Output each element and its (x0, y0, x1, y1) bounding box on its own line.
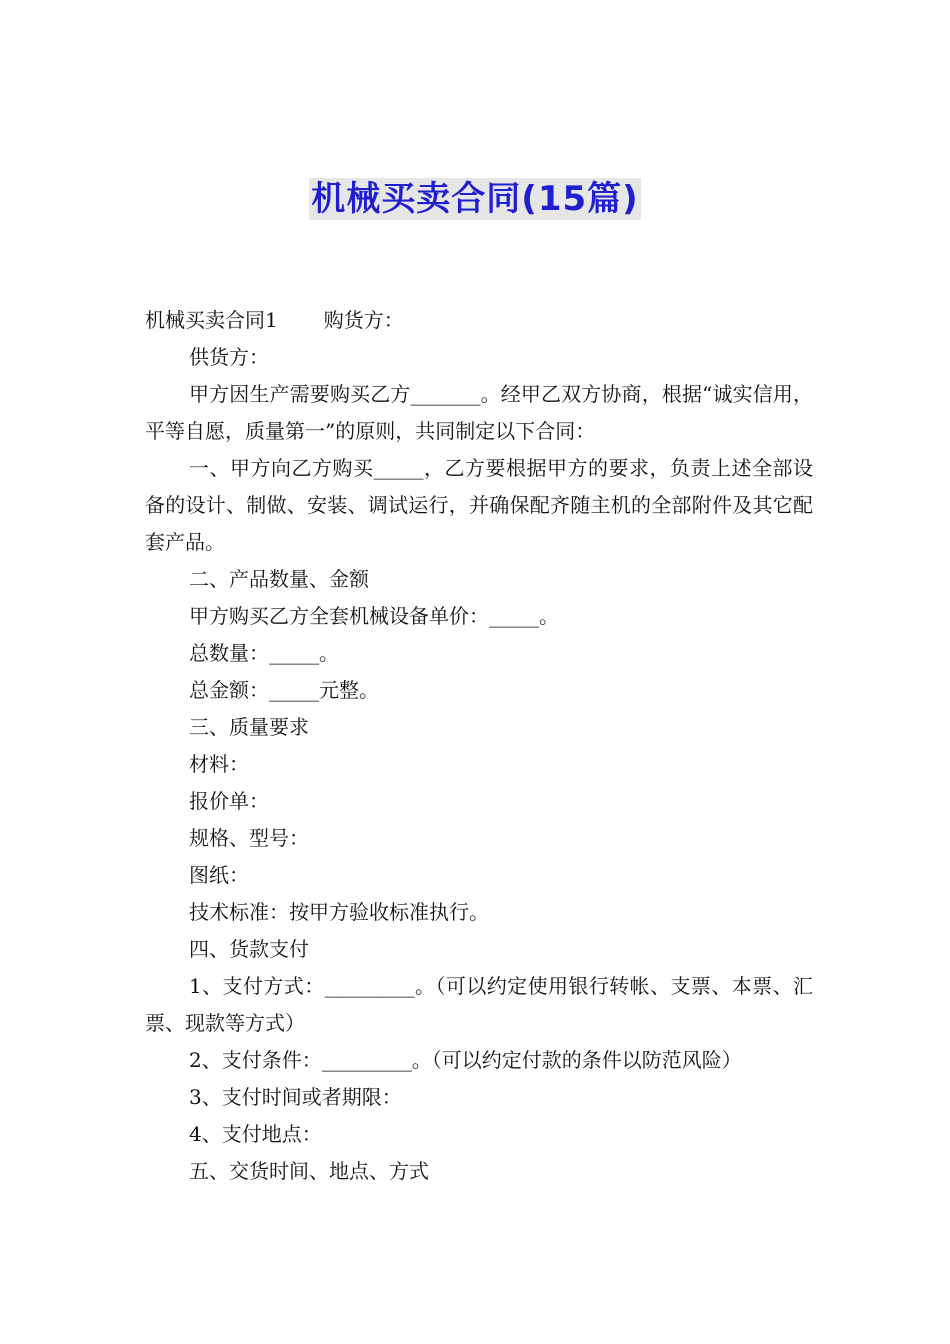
section-heading-3: 三、质量要求 (189, 715, 309, 739)
paragraph-payment-conditions: 2、支付条件：_________。（可以约定付款的条件以防范风险） (189, 1048, 742, 1072)
paragraph-clause-1: 一、甲方向乙方购买_____，乙方要根据甲方的要求，负责上述全部设备的设计、制做、安装、调试运行，并确保配齐随主机的全部附件及其它配套产品。 (145, 456, 813, 554)
paragraph-heading-line (145, 302, 813, 339)
section-heading-2: 二、产品数量、金额 (189, 567, 369, 591)
title-container (0, 178, 950, 220)
paragraph-quotation: 报价单： (189, 789, 269, 813)
document-body (145, 302, 813, 1190)
document-title: 机械买卖合同(15篇) (311, 179, 639, 219)
paragraph-payment-place: 4、支付地点： (189, 1122, 322, 1146)
section-heading-5: 五、交货时间、地点、方式 (189, 1159, 429, 1183)
paragraph-preamble: 甲方因生产需要购买乙方_______。经甲乙双方协商，根据“诚实信用，平等自愿，质量第一”的原则，共同制定以下合同： (145, 382, 813, 443)
paragraph-payment-time: 3、支付时间或者期限： (189, 1085, 402, 1109)
paragraph-technical-standard: 技术标准：按甲方验收标准执行。 (189, 900, 489, 924)
paragraph-total-quantity: 总数量：_____。 (189, 641, 339, 665)
paragraph-payment-method: 1、支付方式：_________。（可以约定使用银行转帐、支票、本票、汇票、现款等方式） (145, 974, 813, 1035)
paragraph-drawings: 图纸： (189, 863, 249, 887)
paragraph-spec-model: 规格、型号： (189, 826, 309, 850)
paragraph-unit-price: 甲方购买乙方全套机械设备单价：_____。 (189, 604, 559, 628)
paragraph-materials: 材料： (189, 752, 249, 776)
supplier-label: 供货方： (189, 345, 269, 369)
paragraph-total-amount: 总金额：_____元整。 (189, 678, 379, 702)
buyer-label: 购货方： (323, 308, 404, 332)
section-heading-4: 四、货款支付 (189, 937, 309, 961)
contract-number-label: 机械买卖合同1 (145, 308, 278, 332)
